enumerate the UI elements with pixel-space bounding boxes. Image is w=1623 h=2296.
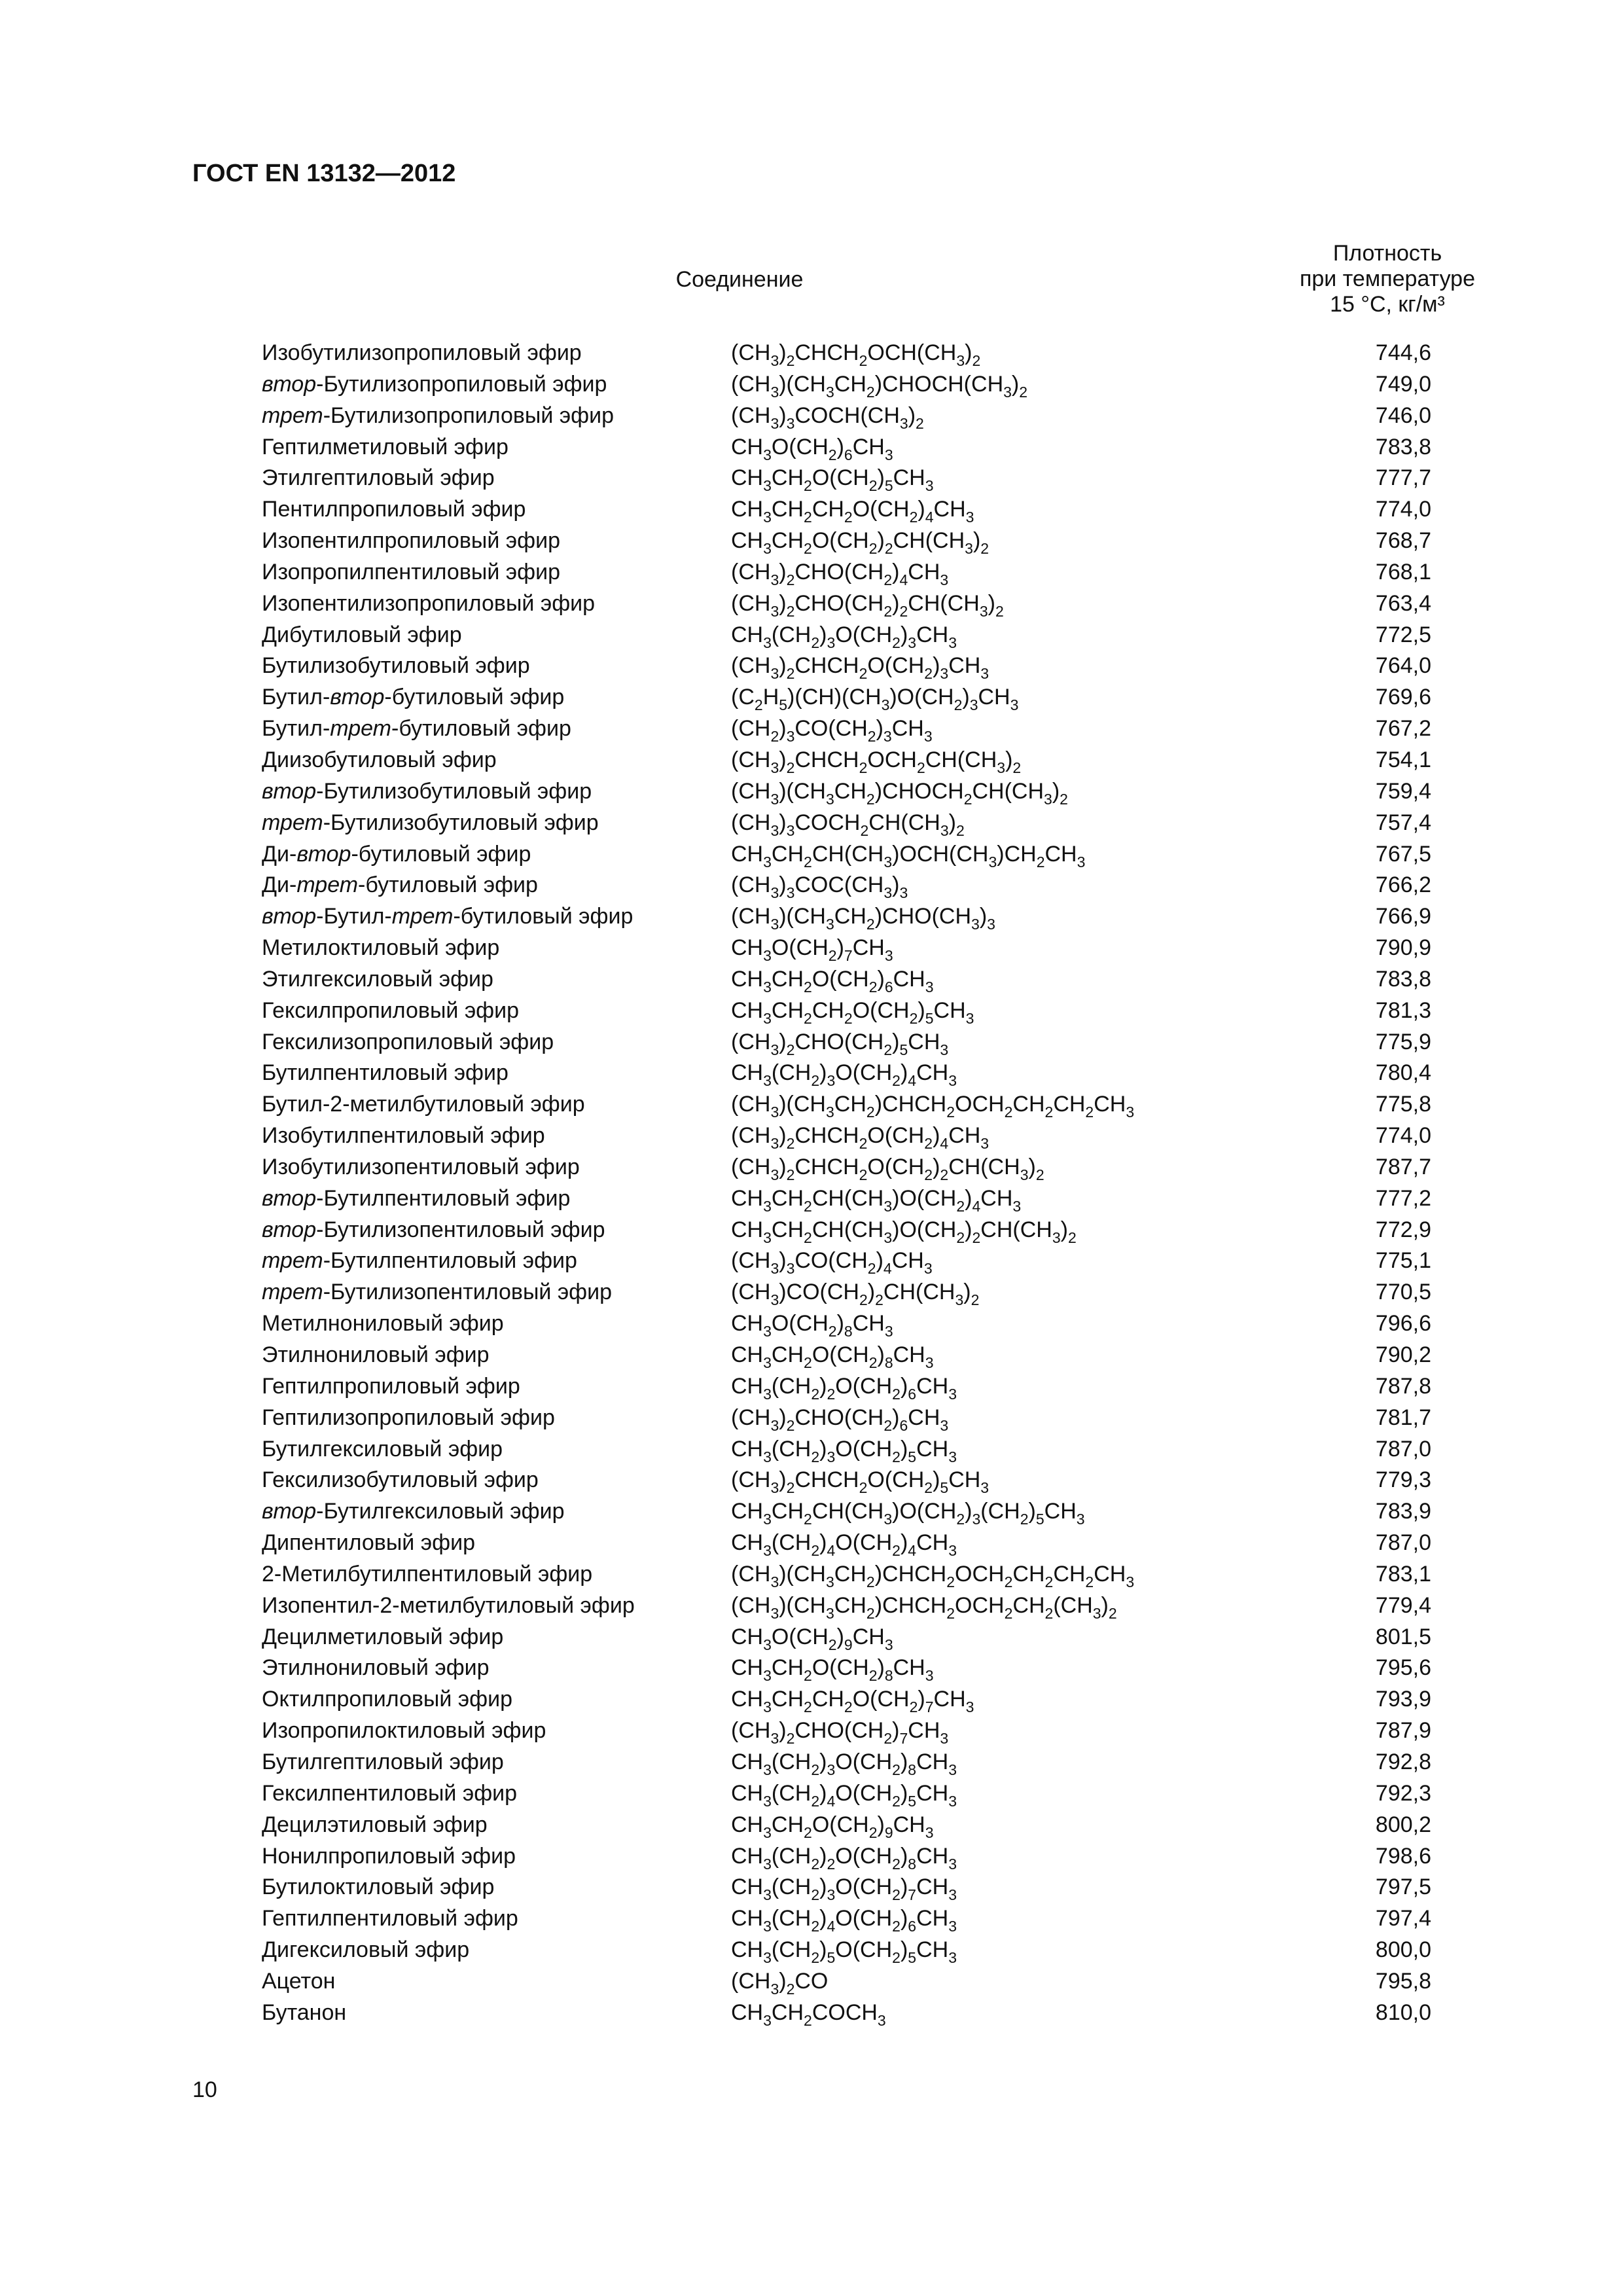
compound-name: Ди-втор-бутиловый эфир <box>262 841 531 867</box>
density-value: 767,5 <box>1375 841 1431 867</box>
density-value: 787,0 <box>1375 1530 1431 1556</box>
chemical-formula: $CH_3CH_2COCH_3$ <box>731 2000 886 2029</box>
chemical-formula: $(CH_3)_2CHO(CH_2)_7CH_3$ <box>731 1718 949 1748</box>
chemical-formula: $CH_3O(CH_2)_7CH_3$ <box>731 935 893 965</box>
chemical-formula: $(CH_3)_3CO(CH_2)_4CH_3$ <box>731 1248 933 1278</box>
compound-name: втор-Бутилизопентиловый эфир <box>262 1217 605 1242</box>
density-value: 763,4 <box>1375 590 1431 616</box>
table-row <box>0 1435 1623 1466</box>
compound-name: Ди-трет-бутиловый эфир <box>262 872 538 898</box>
compound-name: 2-Метилбутилпентиловый эфир <box>262 1561 593 1587</box>
table-row <box>0 651 1623 683</box>
density-value: 795,6 <box>1375 1655 1431 1681</box>
compound-name: Изобутилизопропиловый эфир <box>262 340 582 365</box>
chemical-formula: $CH_3CH_2CH_2O(CH_2)_4CH_3$ <box>731 497 974 526</box>
density-value: 777,2 <box>1375 1185 1431 1211</box>
compound-name: трет-Бутилизопентиловый эфир <box>262 1280 613 1305</box>
density-header-line: 15 °С, кг/м³ <box>1330 292 1445 317</box>
chemical-formula: $CH_3CH_2CH_2O(CH_2)_7CH_3$ <box>731 1687 974 1716</box>
density-value: 779,4 <box>1375 1592 1431 1618</box>
chemical-formula: $CH_3O(CH_2)_9CH_3$ <box>731 1624 893 1653</box>
chemical-formula: $CH_3(CH_2)_3O(CH_2)_7CH_3$ <box>731 1874 957 1904</box>
density-value: 783,8 <box>1375 434 1431 459</box>
chemical-formula: $CH_3CH_2CH(CH_3)O(CH_2)_2CH(CH_3)_2$ <box>731 1217 1077 1246</box>
density-value: 790,9 <box>1375 935 1431 961</box>
compound-name: Изопентил-2-метилбутиловый эфир <box>262 1592 635 1618</box>
chemical-formula: $CH_3CH_2CH(CH_3)OCH(CH_3)CH_2CH_3$ <box>731 841 1086 870</box>
chemical-formula: $(C_2H_5)(CH)(CH_3)O(CH_2)_3CH_3$ <box>731 685 1019 714</box>
table-row <box>0 495 1623 526</box>
table-row <box>0 996 1623 1028</box>
document-code: ГОСТ EN 13132—2012 <box>192 160 456 187</box>
table-row <box>0 1685 1623 1716</box>
chemical-formula: $CH_3(CH_2)_3O(CH_2)_8CH_3$ <box>731 1749 957 1778</box>
compound-name: Изобутилпентиловый эфир <box>262 1123 545 1149</box>
table-row <box>0 933 1623 965</box>
table-row <box>0 1058 1623 1090</box>
density-value: 768,1 <box>1375 559 1431 584</box>
compound-name: Бутилизобутиловый эфир <box>262 653 530 679</box>
chemical-formula: $(CH_3)_2CHCH_2OCH_2CH(CH_3)_2$ <box>731 747 1022 776</box>
density-value: 793,9 <box>1375 1687 1431 1712</box>
density-value: 795,8 <box>1375 1968 1431 1994</box>
chemical-formula: $CH_3CH_2O(CH_2)_8CH_3$ <box>731 1342 934 1371</box>
table-row <box>0 1748 1623 1779</box>
density-value: 790,2 <box>1375 1342 1431 1367</box>
compound-name: Гептилметиловый эфир <box>262 434 508 459</box>
compound-name: Диизобутиловый эфир <box>262 747 497 772</box>
table-row <box>0 683 1623 714</box>
chemical-formula: $CH_3O(CH_2)_8CH_3$ <box>731 1311 893 1340</box>
density-value: 780,4 <box>1375 1060 1431 1086</box>
chemical-formula: $CH_3(CH_2)_4O(CH_2)_6CH_3$ <box>731 1906 957 1935</box>
density-value: 796,6 <box>1375 1311 1431 1336</box>
compound-name: втор-Бутилизопропиловый эфир <box>262 371 607 397</box>
table-row <box>0 714 1623 745</box>
density-value: 775,1 <box>1375 1248 1431 1274</box>
density-value: 774,0 <box>1375 497 1431 522</box>
compound-name: Гексилпентиловый эфир <box>262 1780 518 1806</box>
density-value: 787,7 <box>1375 1154 1431 1179</box>
table-row <box>0 1967 1623 1998</box>
chemical-formula: $CH_3CH_2O(CH_2)_6CH_3$ <box>731 966 934 996</box>
compound-name: Октилпропиловый эфир <box>262 1687 513 1712</box>
table-row <box>0 1215 1623 1247</box>
table-row <box>0 1779 1623 1810</box>
chemical-formula: $(CH_3)CO(CH_2)_2CH(CH_3)_2$ <box>731 1280 980 1309</box>
compound-name: Децилэтиловый эфир <box>262 1812 488 1837</box>
table-row <box>0 1560 1623 1591</box>
density-value: 769,6 <box>1375 685 1431 710</box>
compound-name: Гептилпропиловый эфир <box>262 1373 520 1399</box>
table-row <box>0 370 1623 401</box>
density-value: 787,0 <box>1375 1436 1431 1462</box>
chemical-formula: $CH_3CH_2CH_2O(CH_2)_5CH_3$ <box>731 997 974 1027</box>
table-row <box>0 1372 1623 1403</box>
table-row <box>0 1842 1623 1873</box>
compound-name: Гексилизопропиловый эфир <box>262 1029 554 1054</box>
chemical-formula: $(CH_3)_3COC(CH_3)_3$ <box>731 872 908 902</box>
table-row <box>0 1623 1623 1654</box>
table-row <box>0 620 1623 652</box>
table-row <box>0 463 1623 495</box>
table-row <box>0 1278 1623 1309</box>
table-row <box>0 840 1623 871</box>
density-value: 779,3 <box>1375 1467 1431 1493</box>
column-header-compound: Соединение <box>675 267 804 292</box>
table-row <box>0 433 1623 464</box>
density-value: 777,7 <box>1375 465 1431 491</box>
table-row <box>0 401 1623 433</box>
compound-name: Гептилпентиловый эфир <box>262 1906 518 1931</box>
density-value: 800,2 <box>1375 1812 1431 1837</box>
chemical-formula: $(CH_2)_3CO(CH_2)_3CH_3$ <box>731 716 933 745</box>
density-value: 766,9 <box>1375 904 1431 929</box>
table-row <box>0 1873 1623 1904</box>
chemical-formula: $CH_3(CH_2)_4O(CH_2)_4CH_3$ <box>731 1530 957 1560</box>
compound-name: Бутилоктиловый эфир <box>262 1874 495 1900</box>
compound-name: Бутил-2-метилбутиловый эфир <box>262 1092 585 1117</box>
compound-name: Метилнониловый эфир <box>262 1311 504 1336</box>
compound-name: Бутилпентиловый эфир <box>262 1060 508 1086</box>
chemical-formula: $(CH_3)_2CHO(CH_2)_2CH(CH_3)_2$ <box>731 590 1004 620</box>
density-value: 775,9 <box>1375 1029 1431 1054</box>
compound-name: Децилметиловый эфир <box>262 1624 504 1649</box>
density-value: 792,8 <box>1375 1749 1431 1774</box>
page-number: 10 <box>192 2077 217 2102</box>
table-row <box>0 1121 1623 1153</box>
chemical-formula: $(CH_3)(CH_3CH_2)CHCH_2OCH_2CH_2(CH_3)_2$ <box>731 1592 1117 1622</box>
table-row <box>0 1810 1623 1842</box>
table-row <box>0 1246 1623 1278</box>
chemical-formula: $(CH_3)_3COCH(CH_3)_2$ <box>731 403 924 432</box>
density-value: 787,9 <box>1375 1718 1431 1744</box>
density-value: 757,4 <box>1375 810 1431 835</box>
density-value: 754,1 <box>1375 747 1431 772</box>
density-value: 801,5 <box>1375 1624 1431 1649</box>
compound-name: Ацетон <box>262 1968 336 1994</box>
chemical-formula: $(CH_3)_2CHCH_2O(CH_2)_5CH_3$ <box>731 1467 990 1497</box>
compound-name: трет-Бутилизобутиловый эфир <box>262 810 599 835</box>
chemical-formula: $CH_3CH_2CH(CH_3)O(CH_2)_4CH_3$ <box>731 1185 1022 1215</box>
compound-name: Дибутиловый эфир <box>262 622 462 647</box>
table-row <box>0 870 1623 902</box>
chemical-formula: $CH_3(CH_2)_3O(CH_2)_3CH_3$ <box>731 622 957 651</box>
chemical-formula: $(CH_3)(CH_3CH_2)CHCH_2OCH_2CH_2CH_2CH_3$ <box>731 1561 1135 1590</box>
chemical-formula: $(CH_3)(CH_3CH_2)CHCH_2OCH_2CH_2CH_2CH_3$ <box>731 1092 1135 1121</box>
table-row <box>0 1998 1623 2030</box>
compound-name: Бутилгексиловый эфир <box>262 1436 503 1462</box>
compound-name: Дипентиловый эфир <box>262 1530 475 1556</box>
chemical-formula: $CH_3(CH_2)_3O(CH_2)_5CH_3$ <box>731 1436 957 1465</box>
density-value: 781,3 <box>1375 997 1431 1023</box>
compound-name: Пентилпропиловый эфир <box>262 497 526 522</box>
table-row <box>0 526 1623 558</box>
chemical-formula: $CH_3CH_2O(CH_2)_2CH(CH_3)_2$ <box>731 528 990 558</box>
compound-name: Этилнониловый эфир <box>262 1655 490 1681</box>
table-row <box>0 1465 1623 1497</box>
chemical-formula: $CH_3(CH_2)_2O(CH_2)_8CH_3$ <box>731 1843 957 1873</box>
density-value: 759,4 <box>1375 778 1431 804</box>
compound-name: Гептилизопропиловый эфир <box>262 1405 555 1430</box>
density-value: 783,8 <box>1375 966 1431 992</box>
compound-name: Бутил-втор-бутиловый эфир <box>262 685 565 710</box>
table-row <box>0 1340 1623 1372</box>
density-value: 770,5 <box>1375 1280 1431 1305</box>
table-row <box>0 1716 1623 1748</box>
compound-name: Этилгептиловый эфир <box>262 465 495 491</box>
table-row <box>0 965 1623 996</box>
density-value: 810,0 <box>1375 2000 1431 2025</box>
chemical-formula: $(CH_3)_2CO$ <box>731 1968 829 1998</box>
density-value: 783,1 <box>1375 1561 1431 1587</box>
density-value: 774,0 <box>1375 1123 1431 1149</box>
density-value: 766,2 <box>1375 872 1431 898</box>
chemical-formula: $CH_3(CH_2)_2O(CH_2)_6CH_3$ <box>731 1373 957 1403</box>
chemical-formula: $CH_3CH_2O(CH_2)_8CH_3$ <box>731 1655 934 1685</box>
chemical-formula: $(CH_3)_2CHCH_2O(CH_2)_3CH_3$ <box>731 653 990 683</box>
table-row <box>0 1403 1623 1435</box>
density-value: 800,0 <box>1375 1937 1431 1963</box>
table-row <box>0 589 1623 620</box>
compound-name: Изопентилизопропиловый эфир <box>262 590 596 616</box>
compound-name: втор-Бутил-трет-бутиловый эфир <box>262 904 633 929</box>
table-row <box>0 808 1623 840</box>
density-value: 764,0 <box>1375 653 1431 679</box>
density-value: 797,4 <box>1375 1906 1431 1931</box>
compound-name: Изопентилпропиловый эфир <box>262 528 560 554</box>
chemical-formula: $CH_3CH_2O(CH_2)_9CH_3$ <box>731 1812 934 1841</box>
chemical-formula: $(CH_3)(CH_3CH_2)CHOCH_2CH(CH_3)_2$ <box>731 778 1068 808</box>
column-header-density <box>1257 241 1518 317</box>
density-value: 746,0 <box>1375 403 1431 428</box>
table-row <box>0 1028 1623 1059</box>
table-row <box>0 1904 1623 1935</box>
density-value: 767,2 <box>1375 716 1431 742</box>
compound-name: втор-Бутилизобутиловый эфир <box>262 778 592 804</box>
table-row <box>0 1528 1623 1560</box>
density-value: 787,8 <box>1375 1373 1431 1399</box>
table-row <box>0 1591 1623 1623</box>
table-row <box>0 1090 1623 1121</box>
chemical-formula: $CH_3O(CH_2)_6CH_3$ <box>731 434 893 463</box>
chemical-formula: $CH_3CH_2CH(CH_3)O(CH_2)_3(CH_2)_5CH_3$ <box>731 1499 1085 1528</box>
table-row <box>0 1184 1623 1215</box>
chemical-formula: $(CH_3)_2CHO(CH_2)_4CH_3$ <box>731 559 949 588</box>
chemical-formula: $(CH_3)(CH_3CH_2)CHO(CH_3)_3$ <box>731 904 995 933</box>
compound-name: Бутил-трет-бутиловый эфир <box>262 716 571 742</box>
table-row <box>0 558 1623 589</box>
chemical-formula: $CH_3(CH_2)_5O(CH_2)_5CH_3$ <box>731 1937 957 1967</box>
compound-name: Этилгексиловый эфир <box>262 966 493 992</box>
table-row <box>0 1497 1623 1528</box>
compound-name: Изобутилизопентиловый эфир <box>262 1154 580 1179</box>
chemical-formula: $(CH_3)(CH_3CH_2)CHOCH(CH_3)_2$ <box>731 371 1028 401</box>
table-row <box>0 338 1623 370</box>
density-value: 749,0 <box>1375 371 1431 397</box>
density-value: 775,8 <box>1375 1092 1431 1117</box>
chemical-formula: $(CH_3)_2CHCH_2O(CH_2)_4CH_3$ <box>731 1123 990 1153</box>
chemical-formula: $CH_3(CH_2)_3O(CH_2)_4CH_3$ <box>731 1060 957 1090</box>
density-value: 792,3 <box>1375 1780 1431 1806</box>
table-row <box>0 1653 1623 1685</box>
table-row <box>0 777 1623 808</box>
chemical-formula: $(CH_3)_2CHCH_2O(CH_2)_2CH(CH_3)_2$ <box>731 1154 1044 1183</box>
compound-name: втор-Бутилпентиловый эфир <box>262 1185 571 1211</box>
compound-name: Изопропилоктиловый эфир <box>262 1718 546 1744</box>
density-header-line: при температуре <box>1299 266 1475 291</box>
density-table <box>0 338 1623 2030</box>
table-row <box>0 902 1623 933</box>
density-value: 744,6 <box>1375 340 1431 365</box>
density-value: 798,6 <box>1375 1843 1431 1869</box>
compound-name: втор-Бутилгексиловый эфир <box>262 1499 565 1524</box>
chemical-formula: $(CH_3)_2CHCH_2OCH(CH_3)_2$ <box>731 340 981 369</box>
table-row <box>0 1309 1623 1340</box>
chemical-formula: $CH_3(CH_2)_4O(CH_2)_5CH_3$ <box>731 1780 957 1810</box>
density-value: 797,5 <box>1375 1874 1431 1900</box>
chemical-formula: $(CH_3)_2CHO(CH_2)_5CH_3$ <box>731 1029 949 1058</box>
chemical-formula: $(CH_3)_2CHO(CH_2)_6CH_3$ <box>731 1405 949 1434</box>
compound-name: Гексилпропиловый эфир <box>262 997 520 1023</box>
density-header-line: Плотность <box>1332 241 1442 266</box>
chemical-formula: $CH_3CH_2O(CH_2)_5CH_3$ <box>731 465 934 495</box>
table-row <box>0 1935 1623 1967</box>
table-row <box>0 1153 1623 1184</box>
compound-name: Метилоктиловый эфир <box>262 935 500 961</box>
compound-name: Гексилизобутиловый эфир <box>262 1467 539 1493</box>
compound-name: Бутилгептиловый эфир <box>262 1749 504 1774</box>
density-value: 772,9 <box>1375 1217 1431 1242</box>
density-value: 783,9 <box>1375 1499 1431 1524</box>
density-value: 768,7 <box>1375 528 1431 554</box>
density-value: 772,5 <box>1375 622 1431 647</box>
compound-name: Бутанон <box>262 2000 347 2025</box>
chemical-formula: $(CH_3)_3COCH_2CH(CH_3)_2$ <box>731 810 965 839</box>
compound-name: Этилнониловый эфир <box>262 1342 490 1367</box>
density-value: 781,7 <box>1375 1405 1431 1430</box>
table-row <box>0 745 1623 777</box>
compound-name: Нонилпропиловый эфир <box>262 1843 516 1869</box>
compound-name: трет-Бутилпентиловый эфир <box>262 1248 577 1274</box>
compound-name: Дигексиловый эфир <box>262 1937 470 1963</box>
compound-name: Изопропилпентиловый эфир <box>262 559 560 584</box>
compound-name: трет-Бутилизопропиловый эфир <box>262 403 615 428</box>
